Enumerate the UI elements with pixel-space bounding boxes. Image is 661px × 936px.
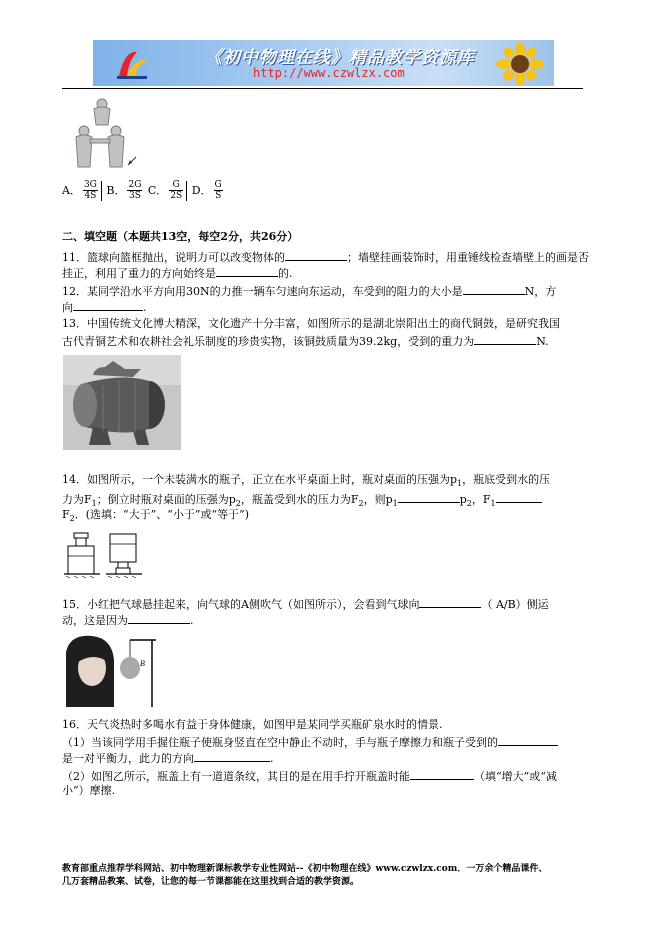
question-16-part1-cont: 是一对平衡力，此力的方向 . [62,752,274,765]
answer-blank[interactable] [398,491,460,503]
question-12: 12．某同学沿水平方向用30N的力推一辆车匀速向东运动，车受到的阻力的大小是 N，方 [62,285,557,298]
question-15-cont: 动，这是因为 . [62,614,194,627]
question-14: 14．如图所示，一个未装满水的瓶子，正立在水平桌面上时，瓶对桌面的压强为$p_1$，瓶底受到水的压 [62,473,551,489]
page-footer [62,863,547,889]
header-banner [93,40,554,86]
question-14-cont2: $F_2$．(选填：“大于”、“小于”或“等于”) [62,508,250,524]
answer-blank[interactable] [463,283,525,295]
answer-blank[interactable] [474,333,536,345]
question-13-cont: 古代青铜艺术和农耕社会礼乐制度的珍贵实物，该铜鼓质量为39.2kg，受到的重力为 N. [62,335,549,348]
balloon-figure [64,632,162,707]
question-11: 11．篮球向篮框抛出，说明力可以改变物体的 ；墙壁挂画装饰时，用重锤线检查墙壁上的画是否 [62,251,589,264]
question-16-part2-cont: 小”）摩擦. [62,784,116,797]
option-c[interactable]: C． $\frac{G}{2S}$ [148,184,188,197]
option-a[interactable]: A． $\frac{3G}{4S}$ [62,184,103,197]
logo-icon [115,46,149,80]
sunflower-icon [492,42,548,86]
answer-blank[interactable] [419,596,481,608]
question-12-cont: 向 . [62,301,147,314]
answer-blank[interactable] [216,265,278,277]
answer-blank[interactable] [128,612,190,624]
question-15: 15．小红把气球悬挂起来，向气球的A侧吹气（如图所示），会看到气球向 （ A/B）侧运 [62,598,549,611]
answer-blank[interactable] [410,768,474,780]
header-rule [62,88,583,89]
answer-blank[interactable] [285,249,347,261]
question-16-part2: （2）如图乙所示，瓶盖上有一道道条纹，其目的是在用手拧开瓶盖时能 （填“增大”或“减 [62,770,557,783]
acrobat-figure [66,95,140,170]
question-14-cont: 力为$F_1$；倒立时瓶对桌面的压强为$p_2$，瓶盖受到水的压力为$F_2$，则$p_1$ $p_2$，$F_1$ [62,491,542,511]
bottle-figure [64,530,144,580]
option-d[interactable]: D． $\frac{G}{S}$ [191,180,222,201]
answer-blank[interactable] [498,734,558,746]
answer-blank[interactable] [496,491,542,503]
answer-options [62,180,225,201]
footer-line-2: 几万套精品教案、试卷，让您的每一节课都能在这里找到合适的教学资源。 [62,877,360,887]
question-11-cont: 挂正，利用了重力的方向始终是 的. [62,267,293,280]
question-16: 16．天气炎热时多喝水有益于身体健康，如图甲是某同学买瓶矿泉水时的情景. [62,718,443,731]
banner-title: 《初中物理在线》精品教学资源库 [205,48,475,68]
question-16-part1: （1）当该同学用手握住瓶子使瓶身竖直在空中静止不动时，手与瓶子摩擦力和瓶子受到的 [62,734,558,750]
answer-blank[interactable] [194,750,270,762]
answer-blank[interactable] [73,299,143,311]
bronze-drum-figure [63,355,181,450]
question-13: 13．中国传统文化博大精深，文化遗产十分丰富，如图所示的是湖北崇阳出土的商代铜鼓，是研究我国 [62,317,560,330]
option-b[interactable]: B． $\frac{2G}{3S}$ [106,180,142,201]
banner-url[interactable]: http://www.czwlzx.com [253,66,405,80]
footer-line-1: 教育部重点推荐学科网站、初中物理新课标教学专业性网站--《初中物理在线》www.czwlzx.com．一万余个精品课件、 [62,864,548,874]
balloon-label: B [140,659,145,668]
section-title: 二、填空题（本题共13空，每空2分，共26分） [62,230,299,243]
